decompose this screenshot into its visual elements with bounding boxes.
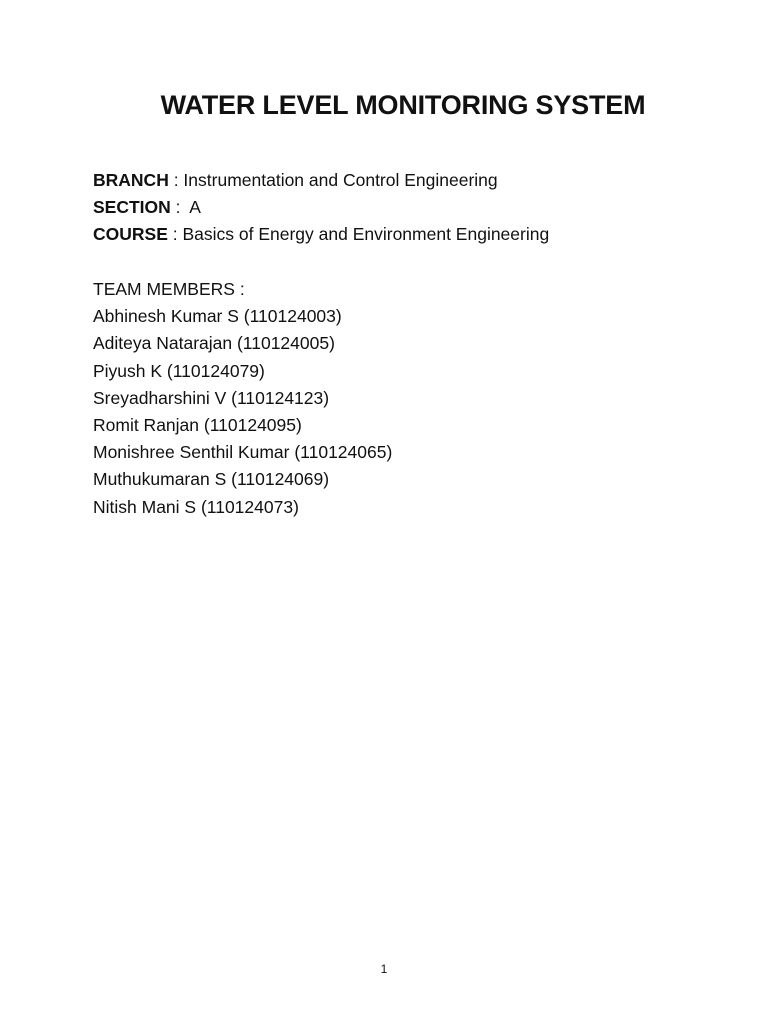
document-title: WATER LEVEL MONITORING SYSTEM xyxy=(160,90,646,120)
info-value: Instrumentation and Control Engineering xyxy=(183,170,498,190)
team-member: Piyush K (110124079) xyxy=(93,360,265,381)
team-member: Nitish Mani S (110124073) xyxy=(93,496,299,517)
info-separator: : xyxy=(170,197,190,218)
info-block xyxy=(93,167,549,249)
page-number: 1 xyxy=(380,962,388,976)
info-value: A xyxy=(189,197,201,218)
team-members-heading: TEAM MEMBERS : xyxy=(93,279,245,299)
info-row-section xyxy=(93,194,549,221)
info-key: BRANCH xyxy=(93,170,169,190)
info-key: SECTION xyxy=(93,197,171,218)
team-member: Aditeya Natarajan (110124005) xyxy=(93,333,335,354)
team-member: Monishree Senthil Kumar (110124065) xyxy=(93,442,393,463)
team-member: Abhinesh Kumar S (110124003) xyxy=(93,306,342,327)
info-separator: : xyxy=(167,224,183,245)
info-value: Basics of Energy and Environment Engineering xyxy=(182,224,550,245)
team-member: Sreyadharshini V (110124123) xyxy=(93,387,330,408)
team-member: Romit Ranjan (110124095) xyxy=(93,414,302,435)
team-members-block xyxy=(93,276,392,521)
info-key: COURSE xyxy=(93,224,168,245)
info-row-course xyxy=(93,221,549,248)
team-member: Muthukumaran S (110124069) xyxy=(93,469,330,490)
info-separator: : xyxy=(168,170,184,190)
info-row-branch xyxy=(93,167,549,194)
